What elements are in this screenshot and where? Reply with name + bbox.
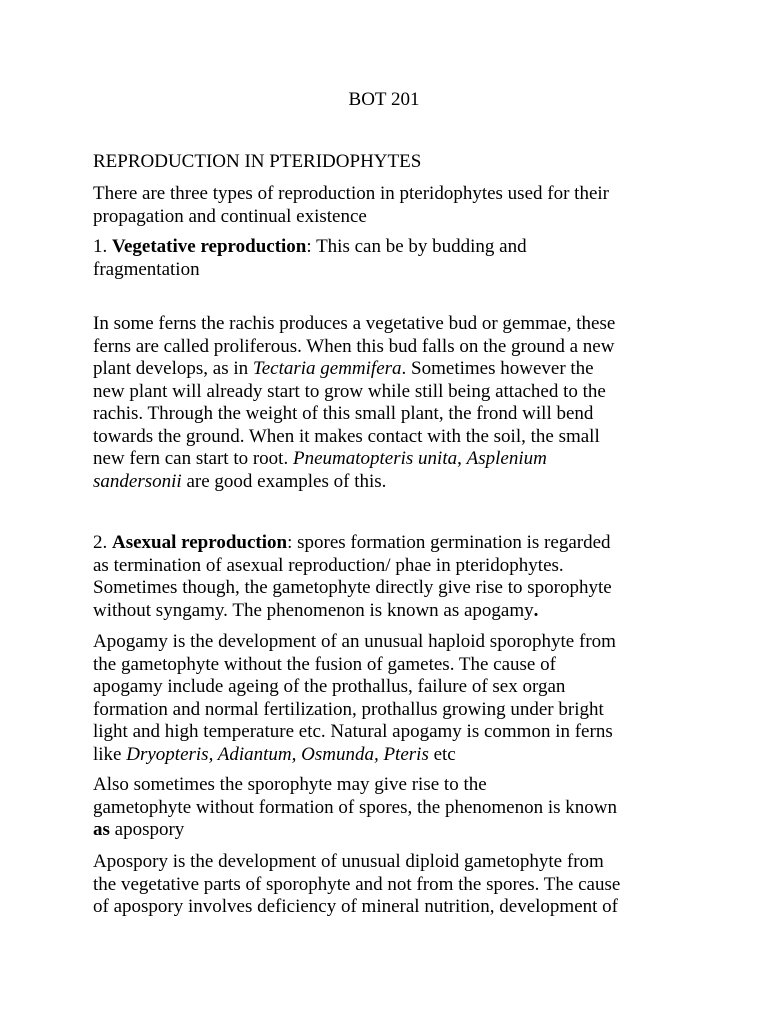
- intro-line: propagation and continual existence: [93, 205, 367, 227]
- apospory-line: the vegetative parts of sporophyte and not from the spores. The cause: [93, 873, 621, 895]
- apogamy-line: apogamy include ageing of the prothallus, failure of sex organ: [93, 676, 566, 697]
- apogamy-paragraph: [93, 631, 693, 766]
- proliferous-text: plant develops, as in: [93, 358, 253, 379]
- apogamy-text: etc: [428, 743, 456, 765]
- species-name: sandersonii: [93, 470, 182, 492]
- proliferous-text: ,: [457, 448, 467, 469]
- apospory-intro-line: gametophyte without formation of spores, the phenomenon is known: [93, 796, 617, 818]
- asexual-line: Sometimes though, the gametophyte directly give rise to sporophyte: [93, 577, 612, 598]
- apospory-line: of apospory involves deficiency of mineral nutrition, development of: [93, 896, 618, 917]
- proliferous-line: towards the ground. When it makes contact with the soil, the small: [93, 425, 600, 447]
- vegetative-term: Vegetative reproduction: [112, 236, 307, 257]
- apogamy-line: the gametophyte without the fusion of gametes. The cause of: [93, 653, 556, 675]
- intro-line: There are three types of reproduction in pteridophytes used for their: [93, 183, 609, 204]
- apospory-intro-line: Also sometimes the sporophyte may give rise to the: [93, 774, 487, 795]
- asexual-reproduction-paragraph: [93, 532, 693, 622]
- apospory-intro-text: apospory: [109, 819, 185, 840]
- apogamy-line: light and high temperature etc. Natural apogamy is common in ferns: [93, 721, 613, 742]
- section-heading-text: REPRODUCTION IN PTERIDOPHYTES: [93, 151, 422, 172]
- species-name: Asplenium: [466, 448, 547, 469]
- asexual-text: without syngamy. The phenomenon is known as apogamy: [93, 599, 534, 621]
- proliferous-line: new plant will already start to grow while still being attached to the: [93, 380, 606, 402]
- vegetative-reproduction-paragraph: [93, 236, 693, 281]
- asexual-term: Asexual reproduction: [112, 532, 288, 553]
- proliferous-paragraph: [93, 313, 693, 493]
- asexual-definition: : spores formation germination is regarded: [287, 532, 611, 553]
- asexual-line: [93, 600, 693, 623]
- apospory-intro-paragraph: [93, 774, 693, 842]
- apogamy-period: .: [533, 599, 539, 621]
- proliferous-line: rachis. Through the weight of this small plant, the frond will bend: [93, 403, 594, 424]
- vegetative-line: fragmentation: [93, 258, 200, 280]
- proliferous-line: In some ferns the rachis produces a vegetative bud or gemmae, these: [93, 313, 616, 334]
- apospory-paragraph: [93, 851, 693, 919]
- species-name: Tectaria gemmifera: [252, 358, 402, 379]
- proliferous-text: . Sometimes however the: [401, 358, 594, 379]
- item-number: 2.: [93, 532, 112, 553]
- proliferous-line: [93, 471, 693, 494]
- apogamy-text: like: [93, 743, 127, 765]
- intro-paragraph: [93, 183, 693, 228]
- apospory-intro-line: [93, 819, 693, 842]
- apogamy-line: formation and normal fertilization, prothallus growing under bright: [93, 698, 604, 720]
- species-name: Pneumatopteris unita: [292, 448, 458, 469]
- vegetative-definition: : This can be by budding and: [306, 236, 527, 257]
- proliferous-line: ferns are called proliferous. When this bud falls on the ground a new: [93, 335, 615, 357]
- item-number: 1.: [93, 236, 112, 257]
- proliferous-text: new fern can start to root.: [93, 448, 293, 469]
- proliferous-line: [93, 448, 693, 471]
- course-code-title: BOT 201: [348, 89, 420, 110]
- asexual-line: as termination of asexual reproduction/ phae in pteridophytes.: [93, 554, 564, 576]
- apogamy-line: [93, 744, 693, 767]
- proliferous-line: [93, 358, 693, 381]
- apogamy-line: Apogamy is the development of an unusual haploid sporophyte from: [93, 631, 616, 652]
- section-heading: [93, 151, 693, 174]
- as-bold-word: as: [93, 819, 110, 840]
- proliferous-text: are good examples of this.: [181, 470, 387, 492]
- species-list: Dryopteris, Adiantum, Osmunda, Pteris: [126, 743, 429, 765]
- asexual-line: [93, 532, 693, 555]
- vegetative-line: [93, 236, 693, 259]
- apospory-line: Apospory is the development of unusual diploid gametophyte from: [93, 851, 604, 872]
